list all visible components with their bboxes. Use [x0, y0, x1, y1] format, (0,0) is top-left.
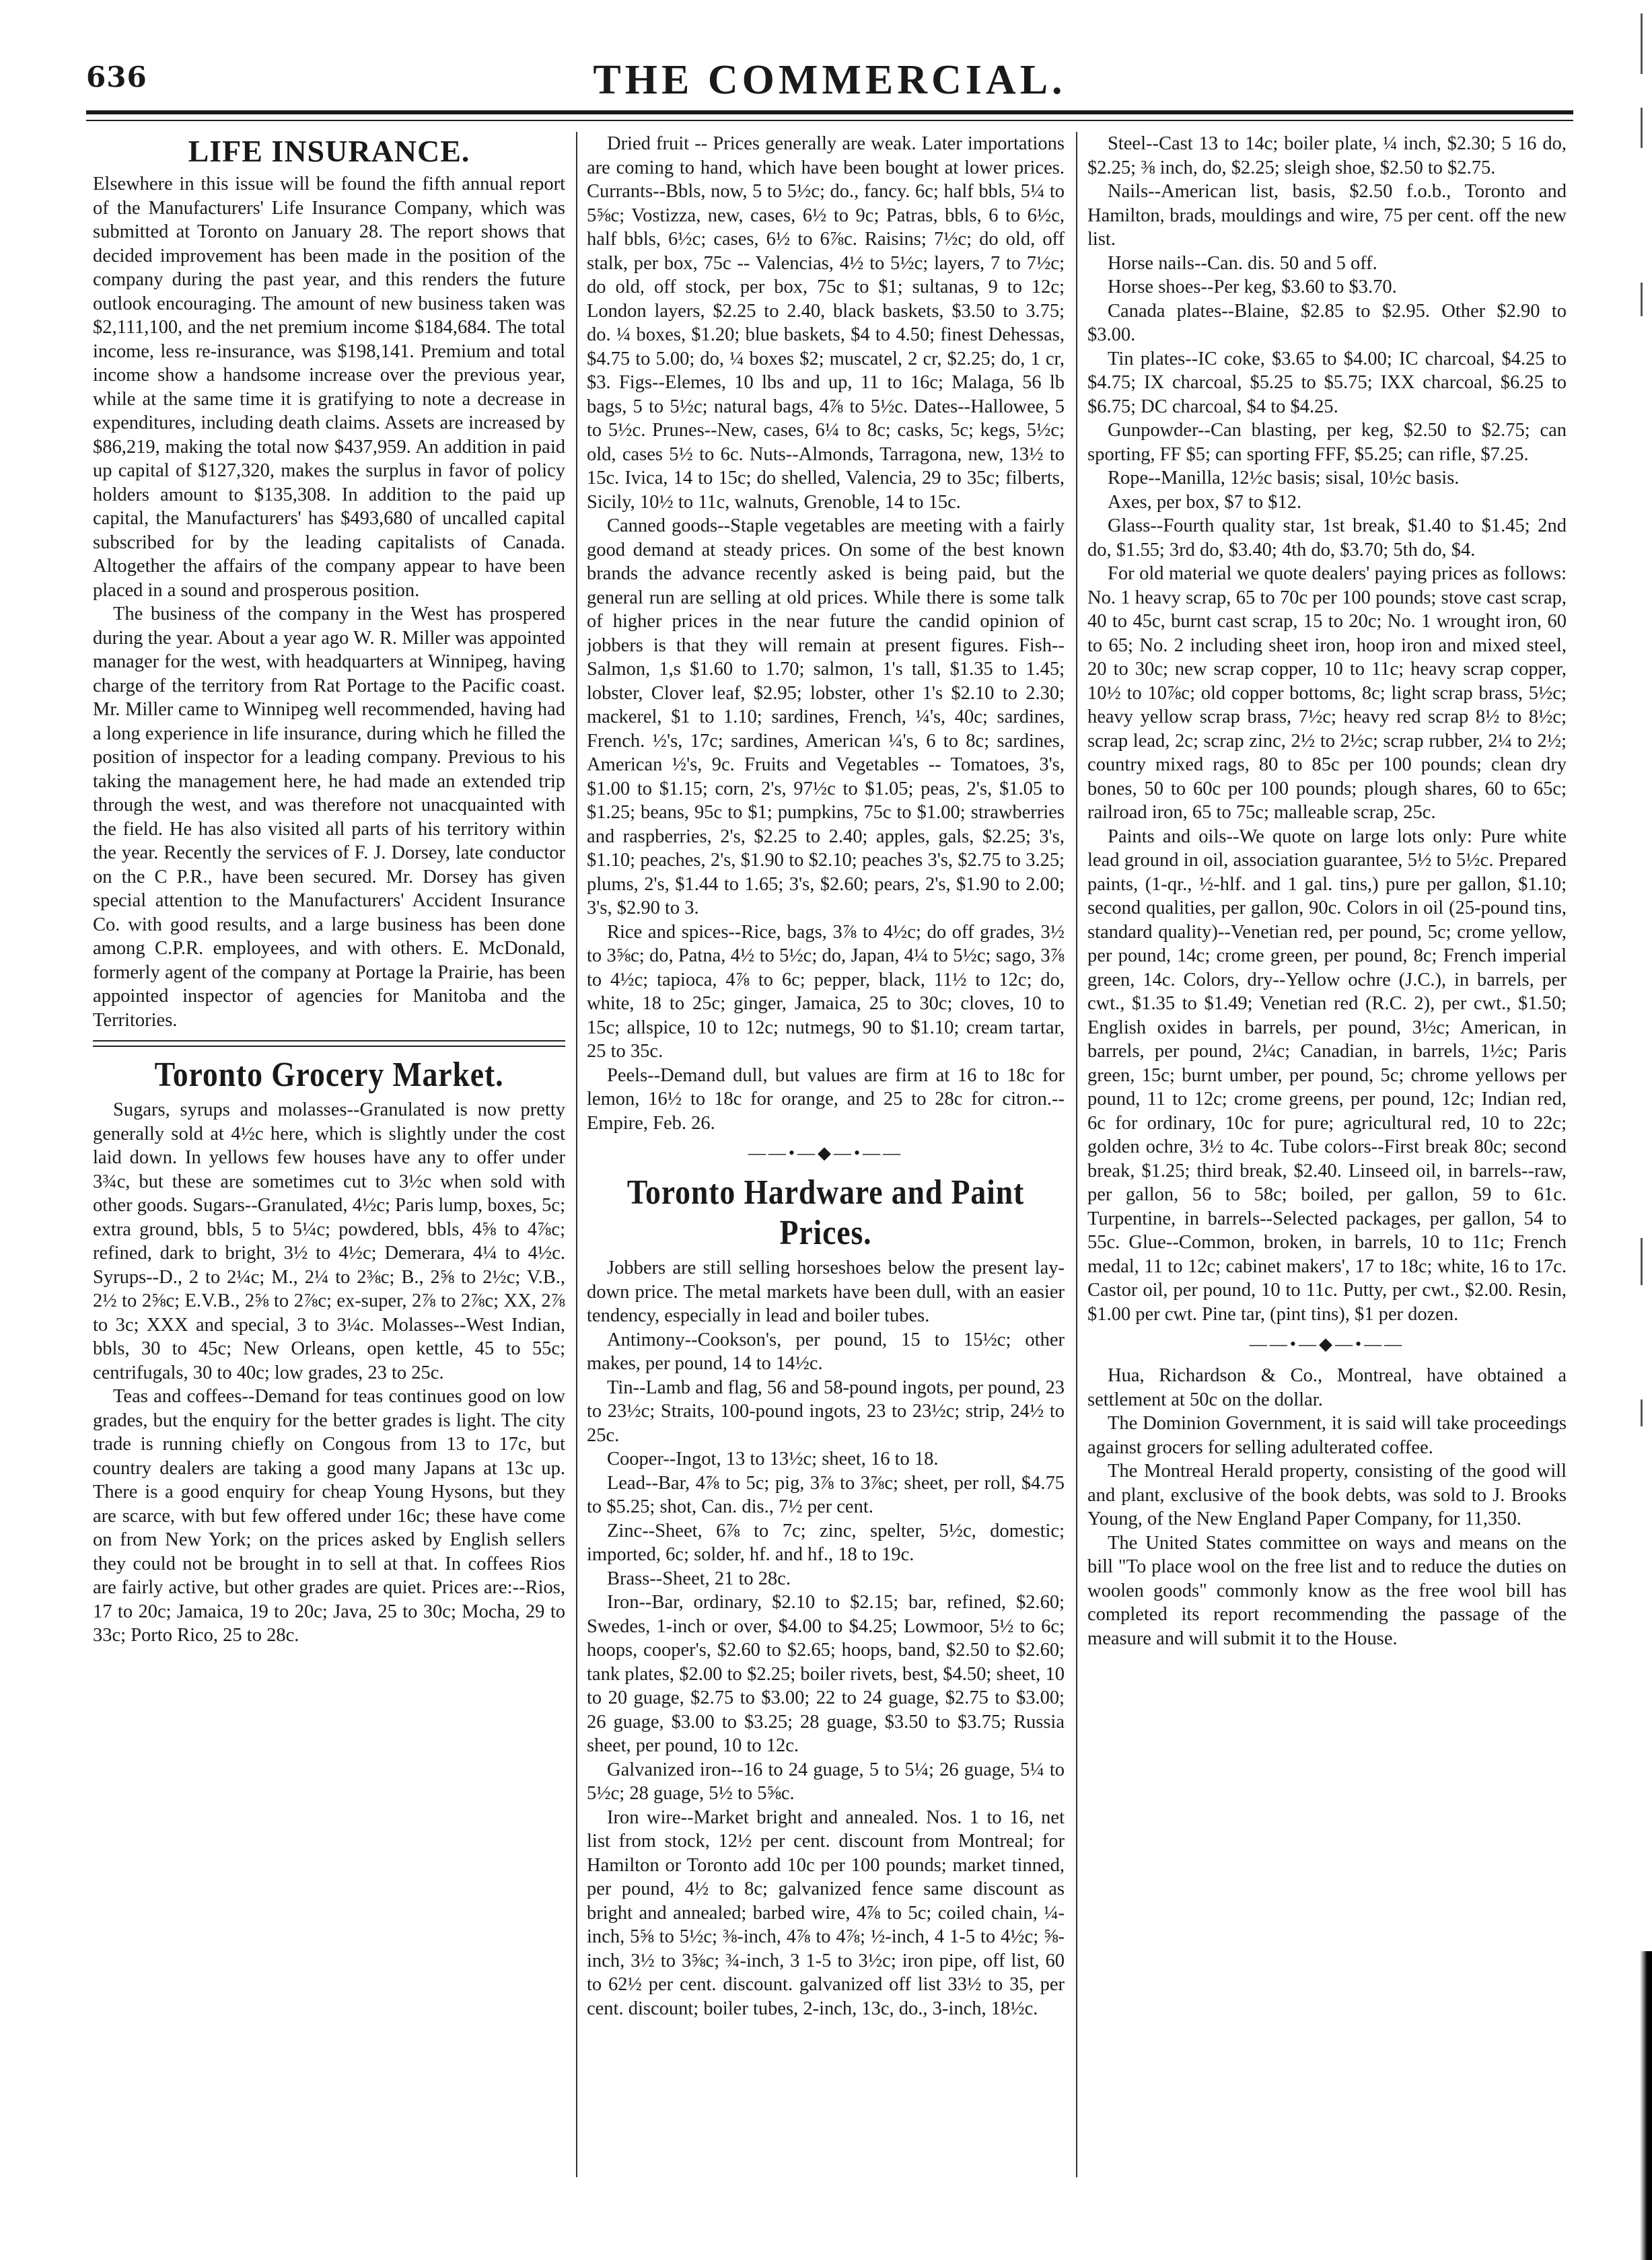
- masthead-rule-thick: [86, 110, 1573, 114]
- hardware-paragraph: Axes, per box, $7 to $12.: [1108, 491, 1302, 513]
- hardware-paragraph: Paints and oils--We quote on large lots only: Pure white lead ground in oil, association guarantee, 5½ to 5½c. Prepared paints, (1-qr., ½-hlf. and 1 gal. tins,) pure per gallon, $1.10; second qualities, per gallon, 90c. Colors in oil (25-pound tins, standard quality)--Venetian red, per pound, 5c; crome yellow, per pound, 14c; crome green, per pound, 8c; French imperial green, 14c. Colors, dry--Yellow ochre (J.C.), in barrels, per cwt., $1.35 to $1.49; Venetian red (R.C. 2), per cwt., $1.50; English oxides in barrels, per pound, 3½c; American, in barrels, per pound, 2¼c; Canadian, in barrels, 1½c; Paris green, 15c; burnt umber, per pound, 5c; chrome yellows per pound, 11 to 12c; crome greens, per pound, 12c; Indian red, 6c for ordinary, 10c for pure; agricultural red, 10 to 22c; golden ochre, 3½ to 4c. Tube colors--First break 80c; second break, $1.25; third break, $2.40. Linseed oil, in barrels--raw, per gallon, 56 to 58c; boiled, per gallon, 59 to 61c. Turpentine, in barrels--Selected packages, per gallon, 54 to 55c. Glue--Common, broken, in barrels, 10 to 11c; French medal, 11 to 12c; cabinet makers', 17 to 18c; white, 16 to 17c. Castor oil, per pound, 10 to 11c. Putty, per cwt., $2.00. Resin, $1.00 per cwt. Pine tar, (pint tins), $1 per dozen.: [1087, 826, 1567, 1325]
- ornament-divider: ——•—◆—•——: [1249, 1334, 1405, 1354]
- scan-edge-mark: [1641, 1238, 1643, 1285]
- hardware-prices-heading: Toronto Hardware and Paint Prices.: [626, 1173, 1025, 1252]
- grocery-paragraph: Canned goods--Staple vegetables are meeting with a fairly good demand at steady prices. On some of the best known brands the advance recently asked is being paid, but the general run are selling at old prices. While there is some talk of higher prices in the near future the candid opinion of jobbers is that they will remain at present figures. Fish--Salmon, 1,s $1.60 to 1.70; salmon, 1's tall, $1.35 to 1.45; lobster, Clover leaf, $2.95; lobster, other 1's $2.10 to 2.30; mackerel, $1 to 1.10; sardines, French, ¼'s, 40c; sardines, French. ½'s, 17c; sardines, American ¼'s, 6 to 8c; sardines, American ½'s, 9c. Fruits and Vegetables -- Tomatoes, 3's, $1.00 to $1.15; corn, 2's, 97½c to $1.05; peas, 2's, $1.05 to $1.25; beans, 95c to $1; pumpkins, 75c to $1.00; strawberries and raspberries, 2's, $2.25 to 2.40; apples, gals, $2.25; 3's, $1.10; peaches, 2's, $1.90 to $2.10; peaches 3's, $2.75 to 3.25; plums, 2's, $1.44 to 1.65; 3's, $2.60; pears, 2's, $1.90 to 2.00; 3's, $2.90 to 3.: [587, 515, 1065, 918]
- hardware-paragraph: Cooper--Ingot, 13 to 13½c; sheet, 16 to 18.: [607, 1449, 939, 1469]
- life-insurance-paragraph: The business of the company in the West has prospered during the year. About a year ago W. R. Miller was appointed manager for the west, with headquarters at Winnipeg, having charge of the territory from Rat Portage to the Pacific coast. Mr. Miller came to Winnipeg well recommended, having had a long experience in life insurance, during which he filled the position of inspector for a leading company. Previous to his taking the management here, he had made an extended trip through the west, and was therefore not unacquainted with the field. He has also visited all parts of his territory within the year. Recently the services of F. J. Dorsey, late conductor on the C P.R., have been secured. Mr. Dorsey has given special attention to the Manufacturers' Accident Insurance Co. with good results, and a large business has been done among C.P.R. employees, and with others. E. McDonald, formerly agent of the company at Portage la Prairie, has been appointed inspector of agencies for Manitoba and the Territories.: [93, 604, 565, 1031]
- hardware-paragraph: Steel--Cast 13 to 14c; boiler plate, ¼ inch, $2.30; 5 16 do, $2.25; ⅜ inch, do, $2.25; sleigh shoe, $2.50 to $2.75.: [1087, 133, 1567, 178]
- grocery-paragraph: Sugars, syrups and molasses--Granulated is now pretty generally sold at 4½c here, which is slightly under the cost laid down. In yellows few houses have any to offer under 3¾c, but these are sometimes cut to 3½c when sold with other goods. Sugars--Granulated, 4½c; Paris lump, boxes, 5c; extra ground, bbls, 5 to 5¼c; powdered, bbls, 4⅝ to 4⅞c; refined, dark to bright, 3½ to 4½c; Demerara, 4¼ to 4½c. Syrups--D., 2 to 2¼c; M., 2¼ to 2⅜c; B., 2⅝ to 2½c; V.B., 2½ to 2⅝c; E.V.B., 2⅝ to 2⅞c; ex-super, 2⅞ to 2⅞c; XX, 2⅞ to 3c; XXX and special, 3 to 3¼c. Molasses--West Indian, bbls, 30 to 45c; New Orleans, open kettle, 45 to 55c; centrifugals, 30 to 40c; low grades, 23 to 25c.: [93, 1099, 565, 1383]
- grocery-paragraph: Teas and coffees--Demand for teas continues good on low grades, but the enquiry for the better grades is light. The city trade is running chiefly on Congous from 13 to 17c, but country dealers are taking a good many Japans at 13c up. There is a good enquiry for cheap Young Hysons, but they are scarce, with but few offered under 16c; these have come on from New York; on the prices asked by English sellers they could not be brought in to sell at that. In coffees Rios are fairly active, but other grades are quiet. Prices are:--Rios, 17 to 20c; Jamaica, 19 to 20c; Java, 25 to 30c; Mocha, 29 to 33c; Porto Rico, 25 to 28c.: [93, 1386, 565, 1646]
- news-item: The Montreal Herald property, consisting of the good will and plant, exclusive of the book debts, was sold to J. Brooks Young, of the New England Paper Company, for 11,350.: [1087, 1461, 1567, 1529]
- column-3: [1087, 132, 1567, 2177]
- hardware-paragraph: Tin--Lamb and flag, 56 and 58-pound ingots, per pound, 23 to 23½c; Straits, 100-pound ingots, 23 to 23½c; strip, 24½ to 25c.: [587, 1377, 1065, 1446]
- grocery-market-heading: Toronto Grocery Market.: [154, 1056, 504, 1094]
- masthead: [86, 57, 1573, 110]
- life-insurance-heading: LIFE INSURANCE.: [188, 134, 470, 168]
- hardware-paragraph: Gunpowder--Can blasting, per keg, $2.50 to $2.75; can sporting, FF $5; can sporting FFF, $5.25; can rifle, $7.25.: [1087, 420, 1567, 465]
- hardware-paragraph: Antimony--Cookson's, per pound, 15 to 15½c; other makes, per pound, 14 to 14½c.: [587, 1329, 1065, 1374]
- masthead-rule-thin: [86, 120, 1573, 121]
- page-number: 636: [86, 61, 147, 94]
- section-divider: [93, 1040, 565, 1047]
- hardware-paragraph: Iron wire--Market bright and annealed. Nos. 1 to 16, net list from stock, 12½ per cent. discount from Montreal; for Hamilton or Toronto add 10c per 100 pounds; market tinned, per pound, 4½ to 8c; galvanized fence same discount as bright and annealed; barbed wire, 4⅞ to 5c; coiled chain, ¼-inch, 5⅝ to 5½c; ⅜-inch, 4⅞ to 4⅞; ½-inch, 4 1-5 to 4½c; ⅝-inch, 3½ to 3⅝c; ¾-inch, 3 1-5 to 3½c; iron pipe, off list, 60 to 62½ per cent. discount. galvanized off list 33½ to 35, per cent. discount; boiler tubes, 2-inch, 13c, do., 3-inch, 18½c.: [587, 1807, 1065, 2019]
- column-separator: [1076, 132, 1077, 2177]
- ornament-divider: ——•—◆—•——: [748, 1143, 904, 1163]
- news-item: Hua, Richardson & Co., Montreal, have obtained a settlement at 50c on the dollar.: [1087, 1365, 1567, 1410]
- hardware-paragraph: Iron--Bar, ordinary, $2.10 to $2.15; bar, refined, $2.60; Swedes, 1-inch or over, $4.00 to $4.25; Lowmoor, 5½ to 6c; hoops, cooper's, $2.60 to $2.65; hoops, band, $2.50 to $2.60; tank plates, $2.00 to $2.25; boiler rivets, best, $4.50; sheet, 10 to 20 guage, $2.75 to $3.00; 22 to 24 guage, $2.75 to $3.00; 26 guage, $3.00 to $3.25; 28 guage, $3.50 to $3.75; Russia sheet, per pound, 10 to 12c.: [587, 1592, 1065, 1756]
- hardware-paragraph: Lead--Bar, 4⅞ to 5c; pig, 3⅞ to 3⅞c; sheet, per roll, $4.75 to $5.25; shot, Can. dis., 7½ per cent.: [587, 1472, 1065, 1517]
- scan-edge-mark: [1641, 1399, 1643, 1426]
- hardware-paragraph: Horse shoes--Per keg, $3.60 to $3.70.: [1108, 277, 1397, 297]
- hardware-paragraph: Horse nails--Can. dis. 50 and 5 off.: [1108, 252, 1377, 274]
- grocery-paragraph: Rice and spices--Rice, bags, 3⅞ to 4½c; do off grades, 3½ to 3⅝c; do, Patna, 4½ to 5½c; do, Japan, 4¼ to 5½c; sago, 3⅞ to 4½c; tapioca, 4⅞ to 6c; pepper, black, 11½ to 12c; do, white, 18 to 25c; ginger, Jamaica, 25 to 30c; cloves, 10 to 15c; allspice, 10 to 12c; nutmegs, 90 to $1.10; cream tartar, 25 to 35c.: [587, 921, 1065, 1062]
- grocery-paragraph: Dried fruit -- Prices generally are weak. Later importations are coming to hand, which have been bought at lower prices. Currants--Bbls, now, 5 to 5½c; do., fancy. 6c; half bbls, 5¼ to 5⅝c; Vostizza, new, cases, 6½ to 9c; Patras, bbls, 6 to 6½c, half bbls, 6½c; cases, 6½ to 6⅞c. Raisins; 7½c; do old, off stalk, per box, 75c -- Valencias, 4½ to 5½c; layers, 7 to 7½c; do old, off stock, per box, 75c to $1; sultanas, 9 to 12c; London layers, $2.25 to 2.40, black baskets, $3.50 to 3.75; do. ¼ boxes, $1.20; blue baskets, $4 to 4.50; finest Dehessas, $4.75 to 5.00; do, ¼ boxes $2; muscatel, 2 cr, $2.25; do, 1 cr, $3. Figs--Elemes, 10 lbs and up, 11 to 16c; Malaga, 56 lb bags, 5 to 5½c; natural bags, 4⅞ to 5½c. Dates--Hallowee, 5 to 5½c. Prunes--New, cases, 6¼ to 8c; casks, 5c; kegs, 5½c; old, cases 5½ to 6c. Nuts--Almonds, Tarragona, new, 13½ to 15c. Ivica, 14 to 15c; do shelled, Valencia, 29 to 35c; filberts, Sicily, 10½ to 11c, walnuts, Grenoble, 14 to 15c.: [587, 133, 1065, 513]
- scan-edge-mark: [1641, 283, 1643, 316]
- hardware-paragraph: Galvanized iron--16 to 24 guage, 5 to 5¼; 26 guage, 5¼ to 5½c; 28 guage, 5½ to 5⅝c.: [587, 1759, 1065, 1804]
- hardware-paragraph: Tin plates--IC coke, $3.65 to $4.00; IC charcoal, $4.25 to $4.75; IX charcoal, $5.25 to $5.75; IXX charcoal, $6.25 to $6.75; DC charcoal, $4 to $4.25.: [1087, 348, 1567, 417]
- journal-title: THE COMMERCIAL.: [593, 57, 1067, 103]
- news-item: The United States committee on ways and means on the bill "To place wool on the free list and to reduce the duties on woolen goods" commonly know as the free wool bill has completed its report recommending the passage of the measure and will submit it to the House.: [1087, 1532, 1567, 1649]
- column-2: [587, 132, 1065, 2177]
- hardware-paragraph: Glass--Fourth quality star, 1st break, $1.40 to $1.45; 2nd do, $1.55; 3rd do, $3.40; 4th do, $3.70; 5th do, $4.: [1087, 515, 1567, 560]
- hardware-paragraph: Jobbers are still selling horseshoes below the present lay-down price. The metal markets have been dull, with an easier tendency, especially in lead and boiler tubes.: [587, 1257, 1065, 1326]
- hardware-paragraph: Zinc--Sheet, 6⅞ to 7c; zinc, spelter, 5½c, domestic; imported, 6c; solder, hf. and hf., 18 to 19c.: [587, 1520, 1065, 1565]
- column-separator: [576, 132, 577, 2177]
- grocery-paragraph: Peels--Demand dull, but values are firm at 16 to 18c for lemon, 16½ to 18c for orange, and 25 to 28c for citron.--Empire, Feb. 26.: [587, 1064, 1065, 1134]
- scan-edge-mark: [1641, 108, 1643, 148]
- news-item: The Dominion Government, it is said will take proceedings against grocers for selling adulterated coffee.: [1087, 1413, 1567, 1458]
- scan-edge-shadow: [1640, 1951, 1652, 2260]
- life-insurance-paragraph: Elsewhere in this issue will be found the fifth annual report of the Manufacturers' Life Insurance Company, which was submitted at Toronto on January 28. The report shows that decided improvement has been made in the position of the company during the past year, and this renders the future outlook encouraging. The amount of new business taken was $2,111,100, and the net premium income $184,684. The total income, less re-insurance, was $198,141. Premium and total income show a handsome increase over the previous year, while at the same time it is gratifying to note a decrease in expenditures, including death claims. Assets are increased by $86,219, making the total now $437,959. An addition in paid up capital of $127,320, makes the surplus in favor of policy holders amount to $135,308. In addition to the paid up capital, the Manufacturers' has $493,680 of uncalled capital subscribed for by the leading capitalists of Canada. Altogether the affairs of the company appear to have been placed in a sound and prosperous position.: [93, 174, 565, 601]
- hardware-paragraph: Brass--Sheet, 21 to 28c.: [607, 1568, 791, 1589]
- scan-edge-mark: [1641, 13, 1643, 74]
- hardware-paragraph: Canada plates--Blaine, $2.85 to $2.95. Other $2.90 to $3.00.: [1087, 300, 1567, 345]
- column-1: [93, 132, 565, 2177]
- hardware-paragraph: Rope--Manilla, 12½c basis; sisal, 10½c basis.: [1108, 468, 1460, 488]
- hardware-paragraph: Nails--American list, basis, $2.50 f.o.b., Toronto and Hamilton, brads, mouldings and wire, 75 per cent. off the new list.: [1087, 181, 1567, 250]
- hardware-paragraph: For old material we quote dealers' paying prices as follows: No. 1 heavy scrap, 65 to 70c per 100 pounds; stove cast scrap, 40 to 45c, burnt cast scrap, 15 to 20c; No. 1 wrought iron, 60 to 65; No. 2 including sheet iron, hoop iron and mixed steel, 20 to 30c; new scrap copper, 10 to 11c; heavy scrap copper, 10½ to 10⅞c; old copper bottoms, 8c; light scrap brass, 5½c; heavy yellow scrap brass, 7½c; heavy red scrap 8½ to 8½c; scrap lead, 2c; scrap zinc, 2½ to 2½c; scrap rubber, 2¼ to 2½; country mixed rags, 80 to 85c per 100 pounds; clean dry bones, 50 to 60c per 100 pounds; plough shares, 60 to 65c; railroad iron, 65 to 75c; malleable scrap, 25c.: [1087, 563, 1567, 823]
